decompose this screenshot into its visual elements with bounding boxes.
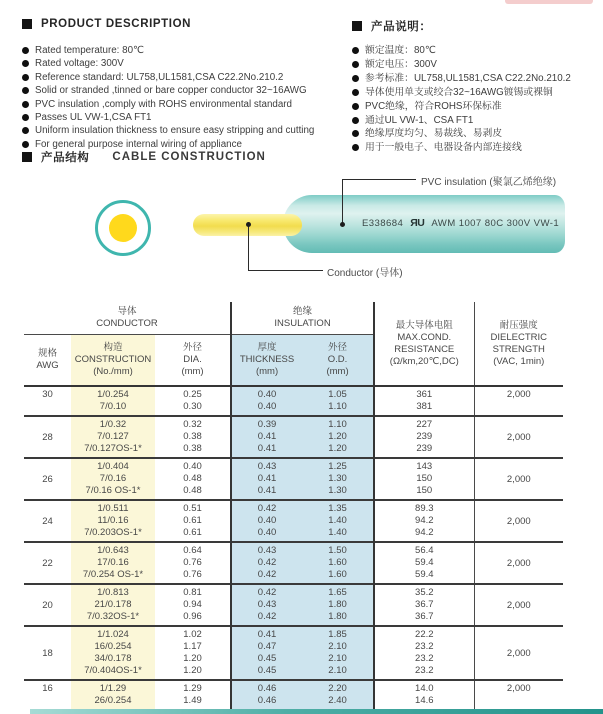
awg-cell: 16 bbox=[24, 680, 71, 709]
bullet-icon bbox=[22, 127, 29, 134]
od-cell: 1.20 bbox=[302, 443, 374, 458]
insulation-leader-line bbox=[342, 179, 343, 224]
ul-file-number: E338684 bbox=[362, 217, 404, 229]
bullet-icon bbox=[352, 89, 359, 96]
description-item bbox=[352, 141, 602, 155]
description-item-text: 用于一般电子、电器设备内部连接线 bbox=[365, 142, 522, 154]
table-row bbox=[24, 542, 563, 557]
construction-cell: 11/0.16 bbox=[71, 515, 155, 527]
construction-cell: 7/0.127OS-1* bbox=[71, 443, 155, 458]
insulation-label: PVC insulation (聚氯乙烯绝缘) bbox=[421, 177, 557, 188]
table-row bbox=[24, 416, 563, 431]
construction-header: 构造 CONSTRUCTION (No./mm) bbox=[71, 335, 155, 387]
od-cell: 1.80 bbox=[302, 599, 374, 611]
description-item bbox=[22, 84, 352, 97]
thickness-cell: 0.46 bbox=[231, 680, 302, 695]
square-bullet-icon bbox=[22, 19, 32, 29]
construction-cell: 7/0.254 OS-1* bbox=[71, 569, 155, 584]
cable-marking bbox=[362, 217, 559, 229]
resistance-cell: 36.7 bbox=[374, 599, 474, 611]
table-row bbox=[24, 680, 563, 695]
od-cell: 1.40 bbox=[302, 527, 374, 542]
bullet-icon bbox=[22, 87, 29, 94]
construction-cell: 7/0.203OS-1* bbox=[71, 527, 155, 542]
resistance-cell: 94.2 bbox=[374, 515, 474, 527]
construction-cell: 7/0.32OS-1* bbox=[71, 611, 155, 626]
dia-cell: 1.20 bbox=[183, 665, 202, 676]
cable-marking-text: AWM 1007 80C 300V VW-1 bbox=[431, 217, 560, 229]
bullet-icon bbox=[352, 103, 359, 110]
dia-cell: 1.17 bbox=[183, 641, 202, 652]
dielectric-cell: 2,000 bbox=[474, 458, 563, 500]
dia-header: 外径 DIA. (mm) bbox=[155, 335, 231, 387]
description-item-text: Passes UL VW-1,CSA FT1 bbox=[35, 112, 152, 124]
table-group-header-row bbox=[24, 302, 563, 335]
dia-cell: 0.76 bbox=[183, 569, 202, 580]
construction-cell: 1/0.404 bbox=[71, 458, 155, 473]
resistance-header: 最大导体电阻 MAX.COND. RESISTANCE (Ω/km,20℃,DC) bbox=[374, 302, 474, 386]
dia-cell: 0.32 bbox=[155, 416, 231, 431]
construction-cell: 1/0.643 bbox=[71, 542, 155, 557]
construction-cell: 16/0.254 bbox=[71, 641, 155, 653]
resistance-cell: 94.2 bbox=[374, 527, 474, 542]
specification-table bbox=[24, 302, 563, 709]
thickness-cell: 0.41 bbox=[231, 473, 302, 485]
description-item-text: Rated voltage: 300V bbox=[35, 58, 124, 70]
product-description-title-text: PRODUCT DESCRIPTION bbox=[41, 18, 192, 30]
thickness-cell: 0.42 bbox=[231, 569, 302, 584]
construction-cell: 7/0.127 bbox=[71, 431, 155, 443]
bullet-icon bbox=[22, 114, 29, 121]
od-header: 外径 O.D. (mm) bbox=[302, 335, 374, 387]
thickness-cell: 0.40 bbox=[231, 527, 302, 542]
od-cell: 2.20 bbox=[302, 680, 374, 695]
thickness-cell: 0.41 bbox=[231, 431, 302, 443]
awg-cell: 28 bbox=[24, 416, 71, 458]
resistance-cell: 35.2 bbox=[374, 584, 474, 599]
dielectric-cell: 2,000 bbox=[474, 542, 563, 584]
construction-cell: 1/0.32 bbox=[71, 416, 155, 431]
description-item-text: 绝缘厚度均匀、易裁线、易剥皮 bbox=[365, 128, 503, 140]
od-cell: 1.30 bbox=[302, 485, 374, 500]
conductor-pointer-dot bbox=[246, 222, 251, 227]
bullet-icon bbox=[22, 74, 29, 81]
specification-table-section bbox=[24, 302, 563, 709]
description-item bbox=[352, 114, 602, 128]
thickness-cell: 0.39 bbox=[231, 416, 302, 431]
thickness-cell: 0.41 bbox=[231, 626, 302, 641]
description-item bbox=[22, 111, 352, 124]
bullet-icon bbox=[22, 60, 29, 67]
dia-cell: 1.02 bbox=[155, 626, 231, 641]
resistance-cell: 59.4 bbox=[374, 569, 474, 584]
thickness-cell: 0.40 bbox=[231, 515, 302, 527]
od-cell: 2.10 bbox=[302, 641, 374, 653]
dia-cell: 0.61 bbox=[183, 527, 202, 538]
table-row bbox=[24, 584, 563, 599]
table-row bbox=[24, 500, 563, 515]
description-item-text: 额定温度：80℃ bbox=[365, 45, 436, 56]
dielectric-cell: 2,000 bbox=[474, 386, 563, 416]
thickness-cell: 0.43 bbox=[231, 542, 302, 557]
table-row bbox=[24, 386, 563, 401]
resistance-cell: 23.2 bbox=[374, 665, 474, 680]
dielectric-header: 耐压强度 DIELECTRIC STRENGTH (VAC, 1min) bbox=[474, 302, 563, 386]
description-item bbox=[352, 58, 602, 72]
bullet-icon bbox=[352, 117, 359, 124]
od-cell: 1.65 bbox=[302, 584, 374, 599]
od-cell: 2.40 bbox=[302, 695, 374, 709]
od-cell: 1.40 bbox=[302, 515, 374, 527]
awg-cell: 24 bbox=[24, 500, 71, 542]
awg-cell: 20 bbox=[24, 584, 71, 626]
description-item bbox=[22, 44, 352, 57]
thickness-cell: 0.45 bbox=[231, 653, 302, 665]
resistance-cell: 36.7 bbox=[374, 611, 474, 626]
awg-cell: 22 bbox=[24, 542, 71, 584]
construction-cell: 21/0.178 bbox=[71, 599, 155, 611]
dia-cell: 0.30 bbox=[183, 401, 202, 412]
resistance-cell: 14.0 bbox=[374, 680, 474, 695]
awg-cell: 26 bbox=[24, 458, 71, 500]
resistance-cell: 381 bbox=[374, 401, 474, 416]
thickness-cell: 0.43 bbox=[231, 599, 302, 611]
description-item-text: PVC绝缘，符合ROHS环保标准 bbox=[365, 100, 502, 112]
description-item-text: 导体使用单支或绞合32~16AWG镀锡或裸铜 bbox=[365, 86, 553, 98]
dia-cell: 0.48 bbox=[183, 473, 202, 484]
od-cell: 1.30 bbox=[302, 473, 374, 485]
od-cell: 1.10 bbox=[302, 401, 374, 416]
od-cell: 2.10 bbox=[302, 665, 374, 680]
bullet-icon bbox=[22, 141, 29, 148]
conductor-group-header: 导体 CONDUCTOR bbox=[24, 302, 231, 335]
thickness-cell: 0.47 bbox=[231, 641, 302, 653]
od-cell: 1.10 bbox=[302, 416, 374, 431]
resistance-cell: 56.4 bbox=[374, 542, 474, 557]
dia-cell: 0.64 bbox=[155, 542, 231, 557]
od-cell: 1.80 bbox=[302, 611, 374, 626]
awg-cell: 18 bbox=[24, 626, 71, 680]
description-item bbox=[352, 72, 602, 86]
dia-cell: 0.76 bbox=[183, 557, 202, 568]
description-item bbox=[352, 127, 602, 141]
dia-cell: 0.94 bbox=[183, 599, 202, 610]
thickness-cell: 0.42 bbox=[231, 584, 302, 599]
resistance-cell: 239 bbox=[374, 431, 474, 443]
construction-cell: 26/0.254 bbox=[71, 695, 155, 709]
awg-header: 规格 AWG bbox=[24, 335, 71, 387]
product-description-title-cn-text: 产品说明： bbox=[371, 21, 432, 33]
description-item-text: Solid or stranded ,tinned or bare copper conductor 32~16AWG bbox=[35, 85, 307, 97]
dia-cell: 1.49 bbox=[183, 695, 202, 706]
resistance-cell: 22.2 bbox=[374, 626, 474, 641]
bullet-icon bbox=[352, 130, 359, 137]
dielectric-cell: 2,000 bbox=[474, 626, 563, 680]
thickness-cell: 0.40 bbox=[231, 386, 302, 401]
dia-cell: 0.51 bbox=[155, 500, 231, 515]
thickness-cell: 0.42 bbox=[231, 611, 302, 626]
dia-cell: 0.40 bbox=[155, 458, 231, 473]
thickness-cell: 0.41 bbox=[231, 443, 302, 458]
od-cell: 1.85 bbox=[302, 626, 374, 641]
description-item bbox=[352, 44, 602, 58]
od-cell: 2.10 bbox=[302, 653, 374, 665]
table-row bbox=[24, 626, 563, 641]
square-bullet-icon bbox=[22, 152, 32, 162]
construction-cell: 1/0.254 bbox=[71, 386, 155, 401]
resistance-cell: 150 bbox=[374, 473, 474, 485]
dia-cell: 0.25 bbox=[155, 386, 231, 401]
dia-cell: 0.48 bbox=[183, 485, 202, 496]
construction-cell: 7/0.404OS-1* bbox=[71, 665, 155, 680]
thickness-cell: 0.45 bbox=[231, 665, 302, 680]
cross-section-conductor-core bbox=[109, 214, 137, 242]
resistance-cell: 150 bbox=[374, 485, 474, 500]
cable-construction-title-en: CABLE CONSTRUCTION bbox=[112, 151, 266, 163]
bullet-icon bbox=[22, 47, 29, 54]
description-item bbox=[352, 86, 602, 100]
product-description-list-cn bbox=[352, 44, 602, 155]
construction-cell: 1/1.29 bbox=[71, 680, 155, 695]
description-item-text: For general purpose internal wiring of appliance bbox=[35, 138, 242, 150]
conductor-label: Conductor (导体) bbox=[327, 268, 403, 279]
dia-cell: 1.29 bbox=[155, 680, 231, 695]
description-item bbox=[22, 57, 352, 70]
insulation-leader-line bbox=[342, 179, 416, 180]
description-item-text: 通过UL VW-1、CSA FT1 bbox=[365, 114, 474, 126]
thickness-cell: 0.43 bbox=[231, 458, 302, 473]
dia-cell: 1.20 bbox=[183, 653, 202, 664]
thickness-cell: 0.42 bbox=[231, 557, 302, 569]
dia-cell: 0.81 bbox=[155, 584, 231, 599]
description-item-text: Reference standard: UL758,UL1581,CSA C22.2No.210.2 bbox=[35, 71, 284, 83]
bullet-icon bbox=[352, 47, 359, 54]
dia-cell: 0.61 bbox=[183, 515, 202, 526]
conductor-leader-line bbox=[248, 270, 323, 271]
od-cell: 1.60 bbox=[302, 557, 374, 569]
dia-cell: 0.38 bbox=[183, 431, 202, 442]
product-description-title-cn bbox=[352, 18, 432, 34]
od-cell: 1.50 bbox=[302, 542, 374, 557]
resistance-cell: 227 bbox=[374, 416, 474, 431]
construction-cell: 1/0.813 bbox=[71, 584, 155, 599]
dia-cell: 0.96 bbox=[183, 611, 202, 622]
dielectric-cell: 2,000 bbox=[474, 500, 563, 542]
resistance-cell: 89.3 bbox=[374, 500, 474, 515]
footer-accent-bar bbox=[30, 709, 603, 714]
description-item bbox=[22, 124, 352, 137]
resistance-cell: 143 bbox=[374, 458, 474, 473]
product-description-title bbox=[22, 18, 191, 30]
resistance-cell: 59.4 bbox=[374, 557, 474, 569]
insulation-group-header: 绝缘 INSULATION bbox=[231, 302, 374, 335]
product-description-list-en bbox=[22, 44, 352, 151]
thickness-cell: 0.40 bbox=[231, 401, 302, 416]
od-cell: 1.60 bbox=[302, 569, 374, 584]
construction-cell: 34/0.178 bbox=[71, 653, 155, 665]
thickness-cell: 0.41 bbox=[231, 485, 302, 500]
square-bullet-icon bbox=[352, 21, 362, 31]
dielectric-cell: 2,000 bbox=[474, 416, 563, 458]
od-cell: 1.35 bbox=[302, 500, 374, 515]
resistance-cell: 23.2 bbox=[374, 653, 474, 665]
od-cell: 1.25 bbox=[302, 458, 374, 473]
cable-construction-title bbox=[22, 149, 266, 165]
description-item bbox=[22, 71, 352, 84]
bullet-icon bbox=[352, 61, 359, 68]
description-item-text: Rated temperature: 80℃ bbox=[35, 45, 145, 56]
thickness-cell: 0.46 bbox=[231, 695, 302, 709]
od-cell: 1.20 bbox=[302, 431, 374, 443]
description-item bbox=[352, 100, 602, 114]
construction-cell: 7/0.16 bbox=[71, 473, 155, 485]
bullet-icon bbox=[352, 144, 359, 151]
description-item-text: PVC insulation ,comply with ROHS environmental standard bbox=[35, 98, 293, 110]
construction-cell: 1/1.024 bbox=[71, 626, 155, 641]
od-cell: 1.05 bbox=[302, 386, 374, 401]
description-item-text: Uniform insulation thickness to ensure easy stripping and cutting bbox=[35, 125, 315, 137]
construction-cell: 7/0.16 OS-1* bbox=[71, 485, 155, 500]
dielectric-cell: 2,000 bbox=[474, 680, 563, 709]
thickness-cell: 0.42 bbox=[231, 500, 302, 515]
dielectric-cell: 2,000 bbox=[474, 584, 563, 626]
bullet-icon bbox=[22, 101, 29, 108]
description-item bbox=[22, 98, 352, 111]
table-row bbox=[24, 458, 563, 473]
resistance-cell: 361 bbox=[374, 386, 474, 401]
cable-construction-title-cn: 产品结构 bbox=[41, 152, 90, 164]
construction-cell: 7/0.10 bbox=[71, 401, 155, 416]
ul-recognized-icon: ЯU bbox=[410, 217, 425, 229]
thickness-header: 厚度 THICKNESS (mm) bbox=[231, 335, 302, 387]
resistance-cell: 14.6 bbox=[374, 695, 474, 709]
construction-cell: 17/0.16 bbox=[71, 557, 155, 569]
construction-cell: 1/0.511 bbox=[71, 500, 155, 515]
awg-cell: 30 bbox=[24, 386, 71, 416]
conductor-leader-line bbox=[248, 224, 249, 270]
resistance-cell: 23.2 bbox=[374, 641, 474, 653]
cropped-logo-fragment bbox=[505, 0, 593, 4]
description-item-text: 额定电压：300V bbox=[365, 58, 437, 70]
cable-diagram bbox=[0, 165, 603, 297]
dia-cell: 0.38 bbox=[183, 443, 202, 454]
description-item-text: 参考标准：UL758,UL1581,CSA C22.2No.210.2 bbox=[365, 72, 571, 84]
resistance-cell: 239 bbox=[374, 443, 474, 458]
insulation-pointer-dot bbox=[340, 222, 345, 227]
bullet-icon bbox=[352, 75, 359, 82]
